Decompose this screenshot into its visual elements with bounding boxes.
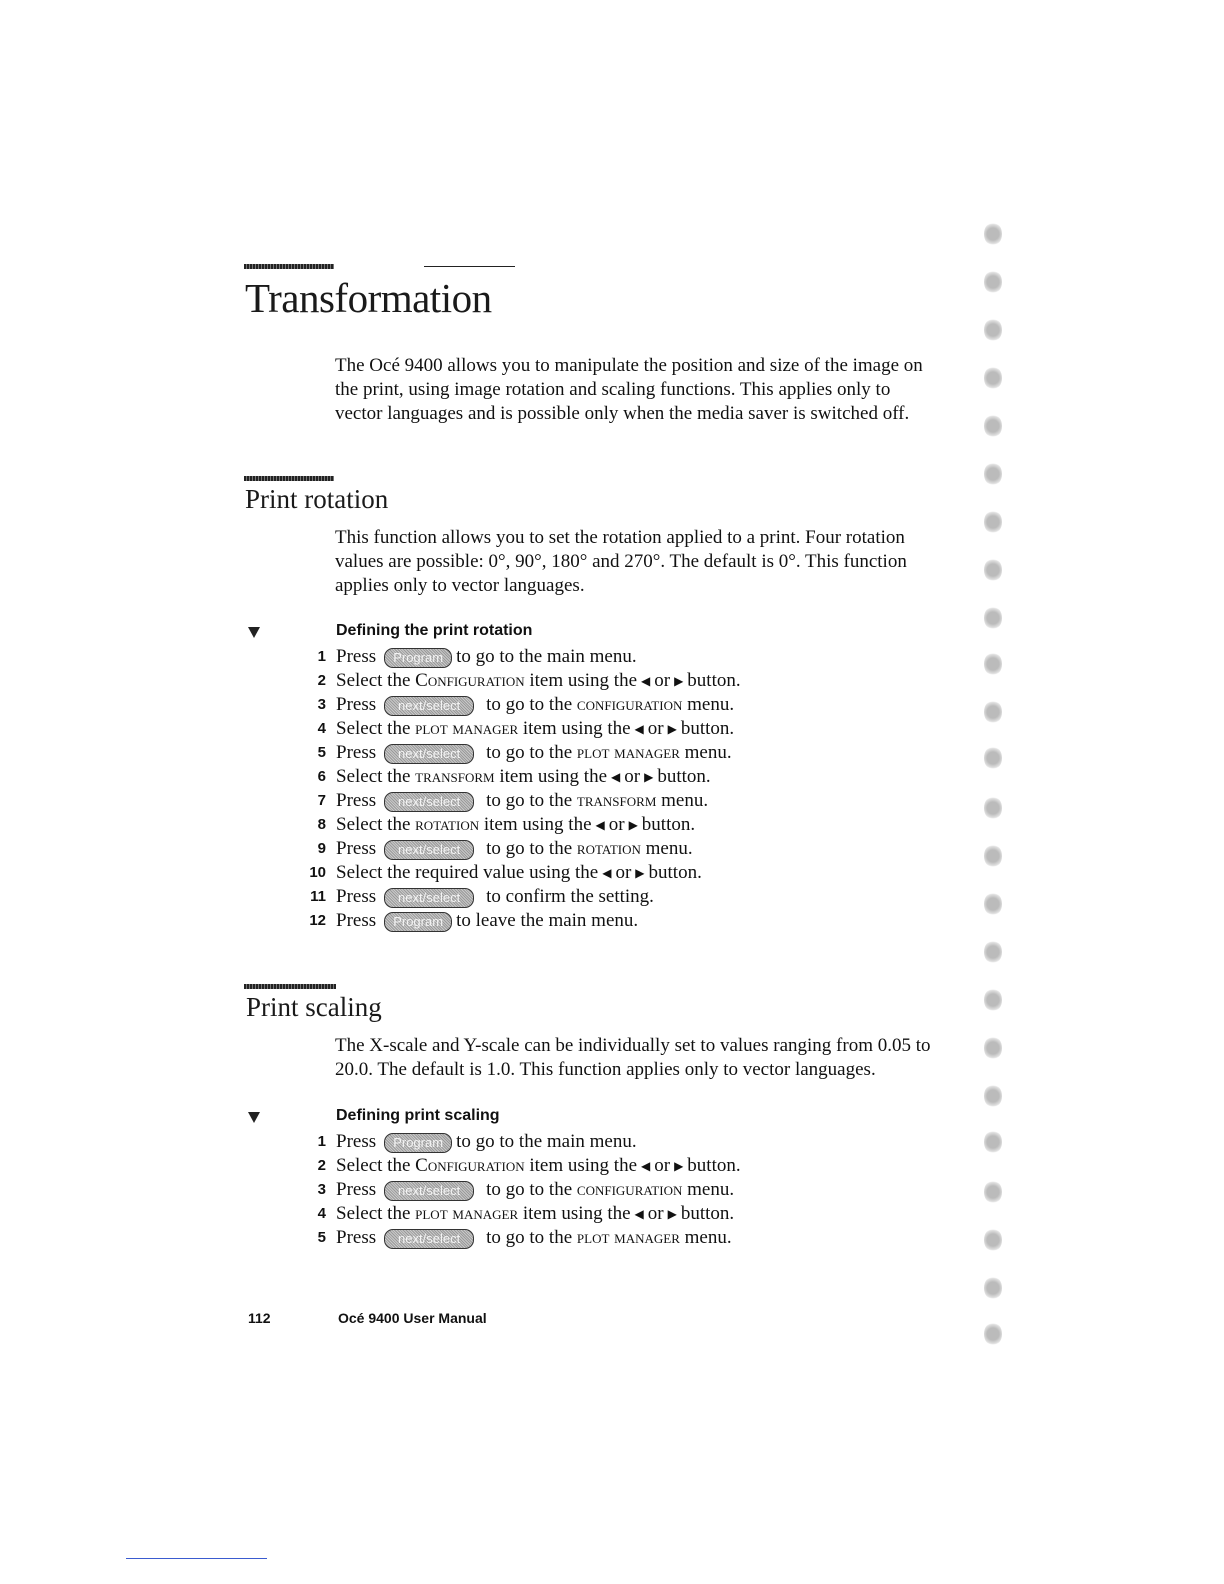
right-arrow-icon: ▶ bbox=[667, 1207, 677, 1221]
binding-hole bbox=[984, 606, 1002, 630]
left-arrow-icon: ◀ bbox=[595, 818, 605, 832]
left-arrow-icon: ◀ bbox=[602, 866, 612, 880]
program-key-icon: Program bbox=[384, 648, 452, 668]
step: 10 Select the required value using the ◀ or ▶ button. bbox=[309, 862, 702, 883]
binding-hole bbox=[984, 652, 1002, 676]
step: 12 Press Program to leave the main menu. bbox=[309, 910, 639, 931]
left-arrow-icon: ◀ bbox=[641, 1159, 651, 1173]
left-arrow-icon: ◀ bbox=[634, 722, 644, 736]
right-arrow-icon: ▶ bbox=[674, 1159, 684, 1173]
scaling-paragraph bbox=[335, 1034, 935, 1082]
step: 8 Select the rotation item using the ◀ or ▶ button. bbox=[317, 814, 696, 835]
binding-hole bbox=[984, 270, 1002, 294]
binding-hole bbox=[984, 1180, 1002, 1204]
scaling-line: 20.0. The default is 1.0. This function applies only to vector languages. bbox=[335, 1059, 876, 1080]
binding-hole bbox=[984, 222, 1002, 246]
binding-hole bbox=[984, 796, 1002, 820]
binding-hole bbox=[984, 988, 1002, 1012]
next-select-key-icon: next/select bbox=[384, 840, 474, 860]
next-select-key-icon: next/select bbox=[384, 1229, 474, 1249]
step: 1 Press Program to go to the main menu. bbox=[317, 1131, 637, 1152]
procedure-title-rotation: Defining the print rotation bbox=[336, 622, 533, 639]
rotation-line: This function allows you to set the rotation applied to a print. Four rotation bbox=[335, 527, 905, 548]
intro-line: the print, using image rotation and scaling functions. This applies only to bbox=[335, 379, 891, 400]
binding-hole bbox=[984, 940, 1002, 964]
binding-hole bbox=[984, 1036, 1002, 1060]
left-arrow-icon: ◀ bbox=[611, 770, 621, 784]
step: 3 Press next/select to go to the configuration menu. bbox=[317, 694, 735, 715]
step: 1 Press Program to go to the main menu. bbox=[317, 646, 637, 667]
step: 6 Select the transform item using the ◀ or ▶ button. bbox=[317, 766, 711, 787]
section-rule bbox=[244, 476, 334, 481]
scaling-line: The X-scale and Y-scale can be individually set to values ranging from 0.05 to bbox=[335, 1035, 931, 1056]
procedure-title-scaling: Defining print scaling bbox=[336, 1107, 500, 1124]
page-number: 112 bbox=[248, 1310, 271, 1326]
next-select-key-icon: next/select bbox=[384, 792, 474, 812]
scaling-steps bbox=[300, 1130, 1000, 1250]
rotation-line: values are possible: 0°, 90°, 180° and 270°. The default is 0°. This function bbox=[335, 551, 907, 572]
rotation-line: applies only to vector languages. bbox=[335, 575, 585, 596]
step: 9 Press next/select to go to the rotation menu. bbox=[317, 838, 693, 859]
right-arrow-icon: ▶ bbox=[667, 722, 677, 736]
next-select-key-icon: next/select bbox=[384, 1181, 474, 1201]
binding-hole bbox=[984, 510, 1002, 534]
section-rule bbox=[244, 984, 336, 989]
footer-title: Océ 9400 User Manual bbox=[338, 1310, 487, 1326]
next-select-key-icon: next/select bbox=[384, 888, 474, 908]
binding-hole bbox=[984, 1322, 1002, 1346]
binding-hole bbox=[984, 746, 1002, 770]
step: 5 Press next/select to go to the plot manager menu. bbox=[317, 1227, 732, 1248]
intro-paragraph bbox=[335, 354, 935, 426]
step: 7 Press next/select to go to the transform menu. bbox=[317, 790, 709, 811]
binding-hole bbox=[984, 700, 1002, 724]
program-key-icon: Program bbox=[384, 1133, 452, 1153]
binding-hole bbox=[984, 318, 1002, 342]
scan-edge-line bbox=[126, 1558, 267, 1559]
binding-hole bbox=[984, 558, 1002, 582]
step: 11 Press next/select to confirm the setting. bbox=[310, 886, 654, 907]
step: 4 Select the plot manager item using the ◀ or ▶ button. bbox=[317, 1203, 735, 1224]
title-rule bbox=[244, 264, 334, 269]
section-heading-rotation: Print rotation bbox=[245, 484, 389, 514]
section-heading-scaling: Print scaling bbox=[246, 992, 382, 1022]
right-arrow-icon: ▶ bbox=[628, 818, 638, 832]
binding-hole bbox=[984, 462, 1002, 486]
intro-line: vector languages and is possible only when the media saver is switched off. bbox=[335, 403, 910, 424]
procedure-marker-icon bbox=[248, 1112, 260, 1123]
step: 3 Press next/select to go to the configuration menu. bbox=[317, 1179, 735, 1200]
step: 2 Select the Configuration item using the ◀ or ▶ button. bbox=[317, 670, 741, 691]
left-arrow-icon: ◀ bbox=[634, 1207, 644, 1221]
rotation-steps bbox=[300, 645, 1000, 933]
step: 4 Select the plot manager item using the ◀ or ▶ button. bbox=[317, 718, 735, 739]
step: 2 Select the Configuration item using the ◀ or ▶ button. bbox=[317, 1155, 741, 1176]
binding-hole bbox=[984, 1084, 1002, 1108]
binding-hole bbox=[984, 366, 1002, 390]
next-select-key-icon: next/select bbox=[384, 696, 474, 716]
left-arrow-icon: ◀ bbox=[641, 674, 651, 688]
binding-hole bbox=[984, 1130, 1002, 1154]
right-arrow-icon: ▶ bbox=[674, 674, 684, 688]
intro-line: The Océ 9400 allows you to manipulate the position and size of the image on bbox=[335, 355, 923, 376]
rotation-paragraph bbox=[335, 526, 935, 598]
title-rule-thin bbox=[424, 266, 515, 267]
program-key-icon: Program bbox=[384, 912, 452, 932]
binding-hole bbox=[984, 1228, 1002, 1252]
binding-hole bbox=[984, 892, 1002, 916]
procedure-marker-icon bbox=[248, 627, 260, 638]
right-arrow-icon: ▶ bbox=[635, 866, 645, 880]
right-arrow-icon: ▶ bbox=[644, 770, 654, 784]
binding-hole bbox=[984, 844, 1002, 868]
next-select-key-icon: next/select bbox=[384, 744, 474, 764]
binding-hole bbox=[984, 414, 1002, 438]
step: 5 Press next/select to go to the plot manager menu. bbox=[317, 742, 732, 763]
page-title: Transformation bbox=[245, 275, 492, 321]
binding-hole bbox=[984, 1276, 1002, 1300]
